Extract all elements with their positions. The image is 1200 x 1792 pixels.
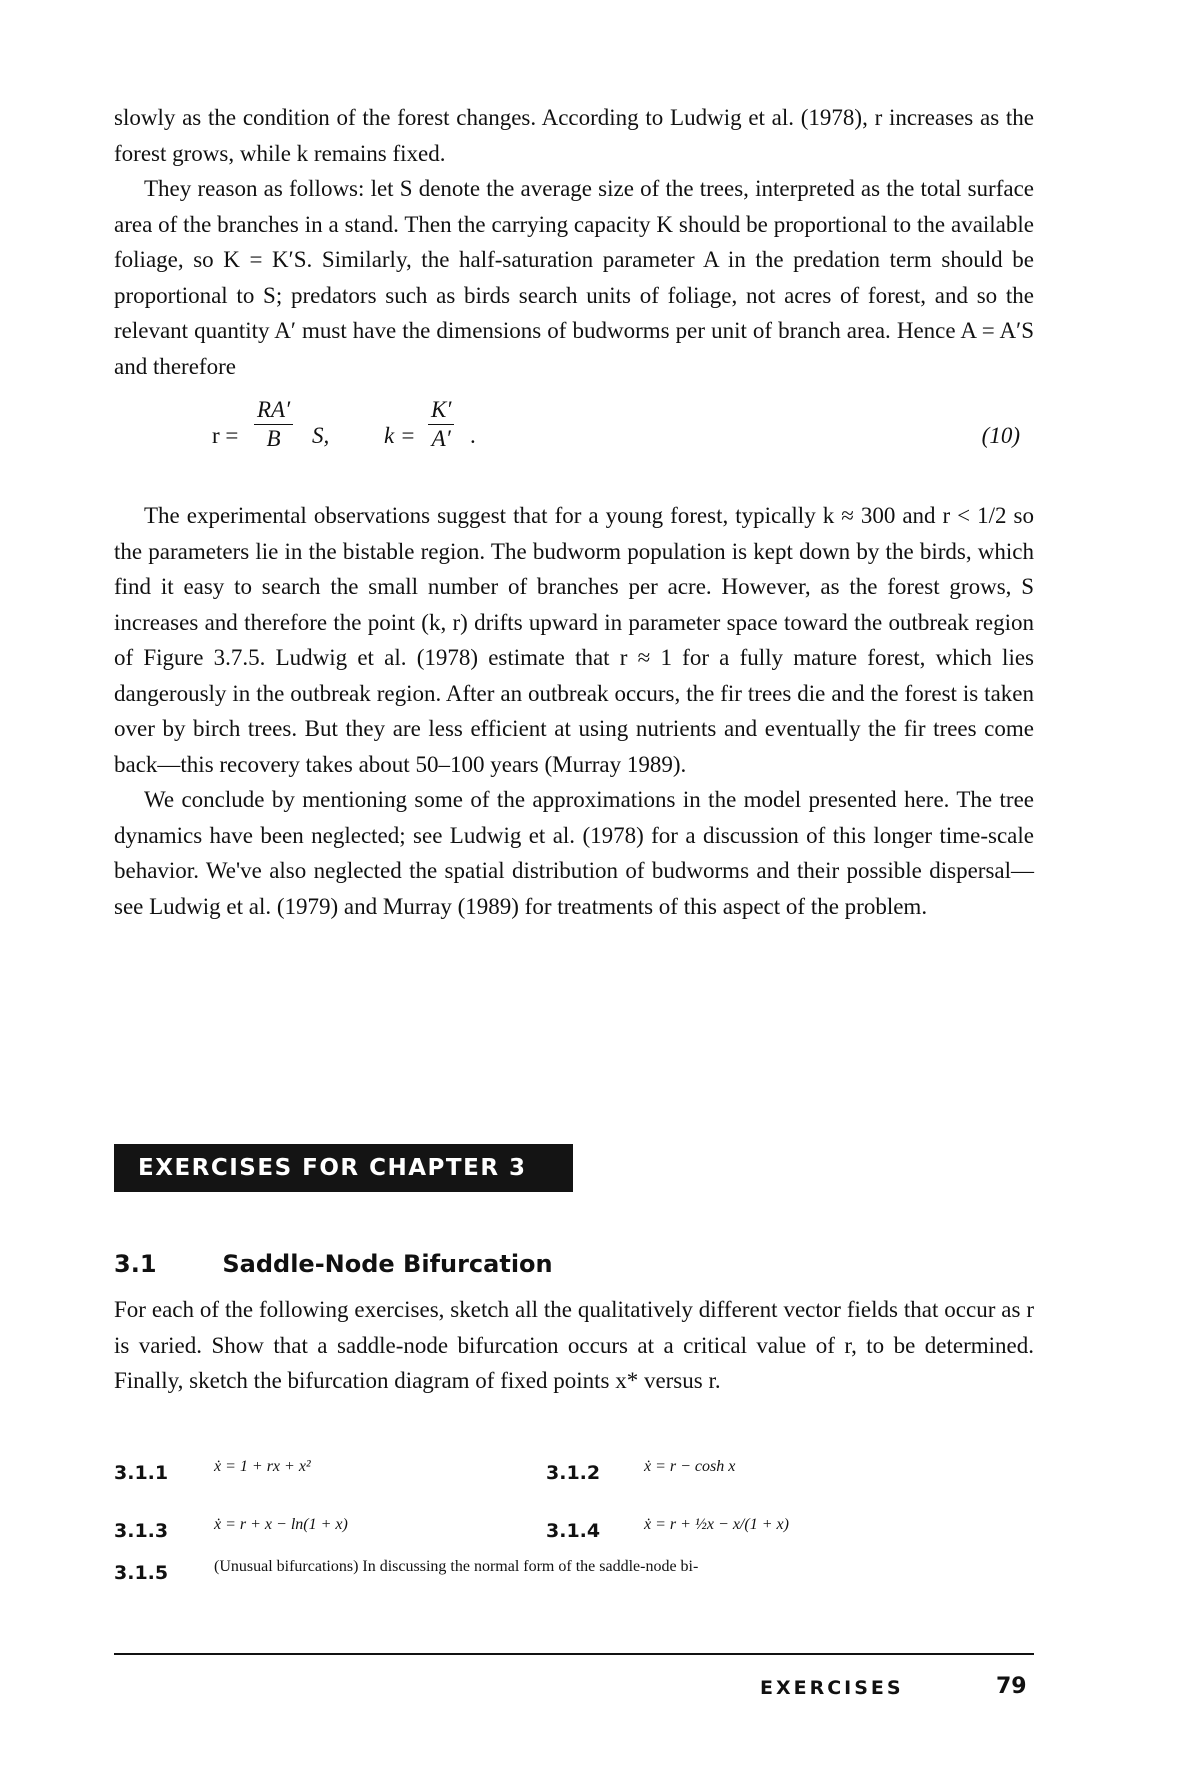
eq-k-denominator: A′ bbox=[431, 426, 451, 451]
eq-r-tail: S, bbox=[312, 423, 330, 448]
eq-r-numerator: RA′ bbox=[254, 396, 293, 425]
body-text bbox=[114, 100, 1034, 924]
section-title: Saddle-Node Bifurcation bbox=[222, 1250, 553, 1278]
chapter-exercises-banner: EXERCISES FOR CHAPTER 3 bbox=[114, 1144, 573, 1192]
exercise-number: 3.1.2 bbox=[546, 1462, 601, 1484]
page-number: 79 bbox=[996, 1674, 1027, 1699]
equation-10 bbox=[114, 394, 1034, 478]
exercise-equation: ẋ = r + x − ln(1 + x) bbox=[214, 1516, 348, 1533]
eq-r-lhs: r = bbox=[212, 423, 239, 448]
eq-k-lhs: k = bbox=[384, 423, 416, 448]
running-footer: EXERCISES bbox=[760, 1677, 904, 1699]
eq-r-fraction bbox=[254, 396, 293, 453]
paragraph-2: They reason as follows: let S denote the average size of the trees, interpreted as the total surface area of the branches in a stand. Then the carrying capacity K should be proportional to the available foliage, so K = K′S. Similarly, the half-saturation parameter A in the predation term should be proportional to S; predators such as birds search units of foliage, not acres of forest, and so the relevant quantity A′ must have the dimensions of budworms per unit of branch area. Hence A = A′S and therefore bbox=[114, 176, 1034, 379]
exercise-equation: ẋ = 1 + rx + x² bbox=[214, 1458, 311, 1475]
paragraph-1: slowly as the condition of the forest changes. According to Ludwig et al. (1978), r increases as the forest grows, while k remains fixed. bbox=[114, 105, 1034, 166]
equation-number: (10) bbox=[981, 423, 1020, 448]
exercise-number: 3.1.3 bbox=[114, 1520, 169, 1542]
paragraph-4: We conclude by mentioning some of the approximations in the model presented here. The tree dynamics have been neglected; see Ludwig et al. (1978) for a discussion of this longer time-scale behavior. We've also neglected the spatial distribution of budworms and their possible dispersal—see Ludwig et al. (1979) and Murray (1989) for treatments of this aspect of the problem. bbox=[114, 787, 1034, 919]
exercise-text: (Unusual bifurcations) In discussing the normal form of the saddle-node bi- bbox=[214, 1558, 699, 1575]
exercise-number: 3.1.5 bbox=[114, 1562, 169, 1584]
section-heading bbox=[114, 1250, 553, 1278]
footer-rule bbox=[114, 1653, 1034, 1655]
paragraph-3: The experimental observations suggest that for a young forest, typically k ≈ 300 and r < 1/2 so the parameters lie in the bistable region. The budworm population is kept down by the birds, which find it easy to search the small number of branches per acre. However, as the forest grows, S increases and therefore the point (k, r) drifts upward in parameter space toward the outbreak region of Figure 3.7.5. Ludwig et al. (1978) estimate that r ≈ 1 for a fully mature forest, which lies dangerously in the outbreak region. After an outbreak occurs, the fir trees die and the forest is taken over by birch trees. But they are less efficient at using nutrients and eventually the fir trees come back—this recovery takes about 50–100 years (Murray 1989). bbox=[114, 503, 1034, 777]
section-intro: For each of the following exercises, sketch all the qualitatively different vector fields that occur as r is varied. Show that a saddle-node bifurcation occurs at a critical value of r, to be determined. Finally, sketch the bifurcation diagram of fixed points x* versus r. bbox=[114, 1297, 1034, 1393]
eq-k-numerator: K′ bbox=[428, 396, 454, 425]
exercise-equation: ẋ = r − cosh x bbox=[644, 1458, 736, 1475]
eq-k-tail: . bbox=[470, 423, 476, 448]
exercise-number: 3.1.1 bbox=[114, 1462, 169, 1484]
eq-k-fraction bbox=[428, 396, 454, 453]
exercise-number: 3.1.4 bbox=[546, 1520, 601, 1542]
eq-r-denominator: B bbox=[266, 426, 281, 451]
section-number: 3.1 bbox=[114, 1250, 157, 1278]
exercise-equation: ẋ = r + ½x − x/(1 + x) bbox=[644, 1516, 789, 1533]
